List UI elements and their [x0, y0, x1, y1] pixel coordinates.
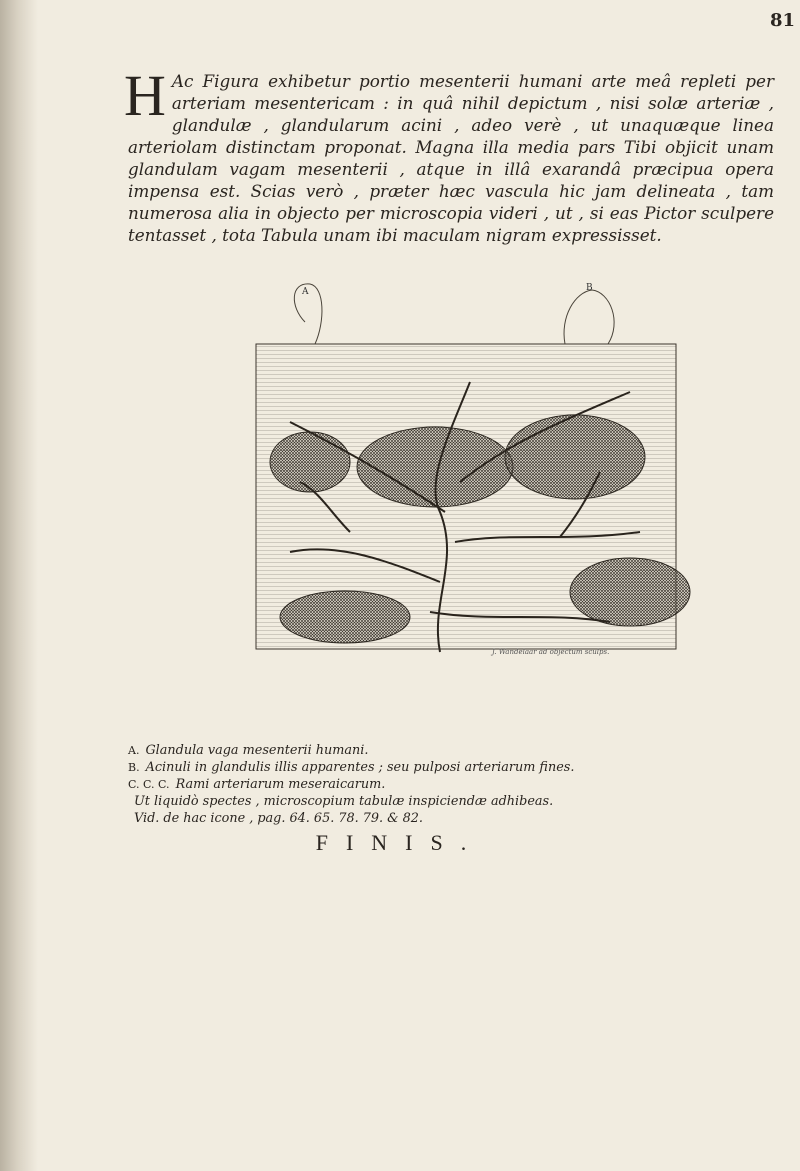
body-paragraph	[124, 63, 774, 246]
gland-mass-lower-right	[570, 558, 690, 626]
legend-text: Rami arteriarum meseraicarum.	[175, 777, 386, 792]
legend-row	[128, 742, 768, 759]
legend-text: Acinuli in glandulis illis apparentes ; seu pulposi arteriarum fines.	[145, 760, 575, 775]
gland-mass-bottom	[280, 591, 410, 643]
figure-letter-b: B	[586, 283, 593, 293]
legend-row	[128, 810, 768, 827]
legend-key: A.	[128, 744, 140, 757]
gland-mass-right	[505, 415, 645, 499]
page-number: 81	[770, 10, 796, 31]
finis-heading: FINIS.	[315, 830, 485, 855]
page-edge-shadow	[0, 0, 38, 1171]
legend-row	[128, 759, 768, 776]
tissue-outline-right	[564, 290, 614, 344]
legend-row	[128, 793, 768, 810]
mesentery-engraving	[230, 282, 785, 667]
figure-legend	[128, 742, 768, 827]
legend-row	[128, 776, 768, 793]
engraver-credit: J. Wandelaar ad objectum sculps.	[492, 648, 610, 656]
paragraph-text: Ac Figura exhibetur portio mesenterii humani arte meâ repleti per arteriam mesentericam : in quâ nihil depictum , nisi solæ arteriæ , glandulæ , glandularum acini , adeo verè , ut unaquæque linea arteriolam distinctam proponat. Magna illa media pars Tibi objicit unam glandulam vagam mesenterii , atque in illâ exarandâ præcipua opera impensa est. Scias verò , præter hæc vascula hic jam delineata , tam numerosa alia in objecto per microscopia videri , ut , si eas Pictor sculpere tentasset , tota Tabula unam ibi maculam nigram expressisset.	[128, 71, 774, 245]
legend-key: B.	[128, 761, 140, 774]
legend-text: Glandula vaga mesenterii humani.	[145, 743, 369, 758]
engraved-figure-mesentery	[230, 282, 785, 667]
legend-text: Vid. de hac icone , pag. 64. 65. 78. 79. & 82.	[134, 811, 423, 826]
legend-text: Ut liquidò spectes , microscopium tabulæ inspiciendæ adhibeas.	[134, 794, 554, 809]
drop-cap: H	[124, 63, 166, 128]
legend-key: C. C. C.	[128, 778, 170, 791]
figure-letter-a: A	[302, 287, 309, 297]
gland-mass-left	[270, 432, 350, 492]
